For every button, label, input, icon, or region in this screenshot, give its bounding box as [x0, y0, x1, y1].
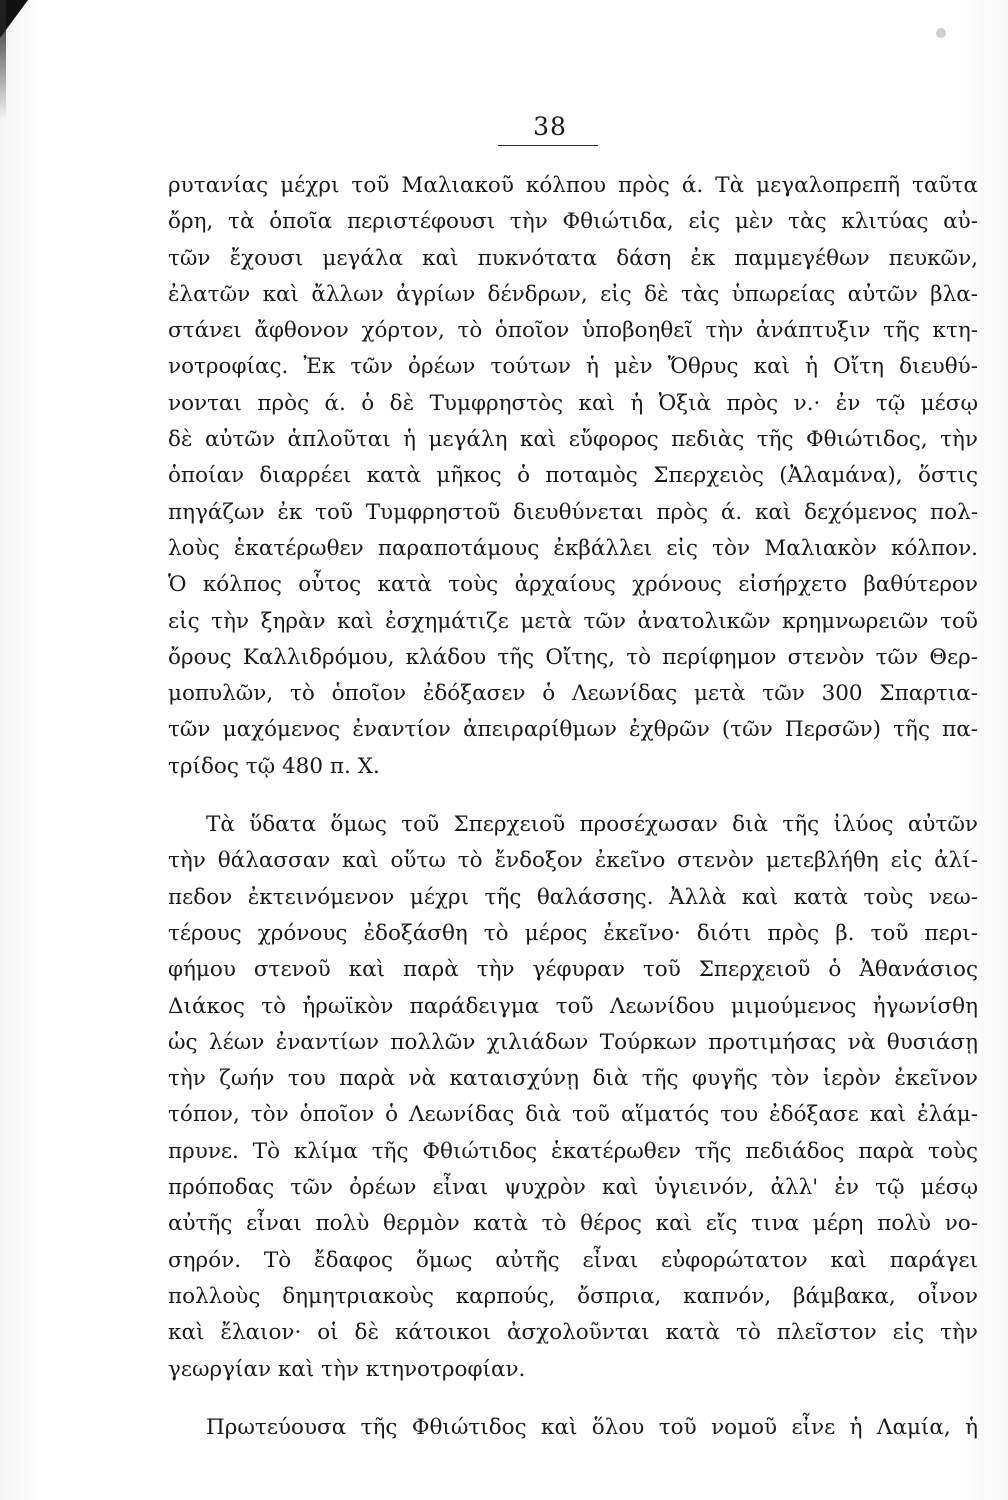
- text-line: ρυτανίας μέχρι τοῦ Μαλιακοῦ κόλπου πρὸς ά. Τὰ μεγαλοπρεπῆ ταῦτα: [168, 173, 978, 198]
- text-line: Ὁ κόλπος οὗτος κατὰ τοὺς ἀρχαίους χρόνους εἰσήρχετο βαθύτερον: [168, 572, 978, 598]
- text-line: πρόποδας τῶν ὀρέων εἶναι ψυχρὸν καὶ ὑγιεινόν, ἀλλ' ἐν τῷ μέσῳ: [168, 1175, 978, 1201]
- paragraph: [168, 807, 978, 1388]
- text-line: ἐλατῶν καὶ ἄλλων ἀγρίων δένδρων, εἰς δὲ τὰς ὑπωρείας αὐτῶν βλα-: [168, 281, 978, 307]
- text-line: δὲ αὐτῶν ἁπλοῦται ἡ μεγάλη καὶ εὔφορος πεδιὰς τῆς Φθιώτιδος, τὴν: [168, 427, 978, 453]
- text-line: νονται πρὸς ά. ὁ δὲ Τυμφρηστὸς καὶ ἡ Ὀξιὰ πρὸς ν.· ἐν τῷ μέσῳ: [168, 390, 978, 416]
- body-text: [168, 168, 978, 1446]
- paragraph-gap: [168, 1388, 978, 1410]
- text-line: γεωργίαν καὶ τὴν κτηνοτροφίαν.: [168, 1356, 526, 1382]
- scan-edge-shadow: [0, 0, 6, 120]
- text-line: πρυνε. Τὸ κλίμα τῆς Φθιώτιδος ἑκατέρωθεν τῆς πεδιάδος παρὰ τοὺς: [168, 1138, 978, 1164]
- text-line: αὐτῆς εἶναι πολὺ θερμὸν κατὰ τὸ θέρος καὶ εἴς τινα μέρη πολὺ νο-: [168, 1211, 978, 1237]
- text-line: τῶν ἔχουσι μεγάλα καὶ πυκνότατα δάση ἐκ παμμεγέθων πευκῶν,: [168, 245, 978, 271]
- text-line: μοπυλῶν, τὸ ὁποῖον ἐδόξασεν ὁ Λεωνίδας μετὰ τῶν 300 Σπαρτια-: [168, 681, 978, 707]
- text-line: ὁποίαν διαρρέει κατὰ μῆκος ὁ ποταμὸς Σπερχειὸς (Ἀλαμάνα), ὅστις: [168, 463, 978, 489]
- text-line: καὶ ἔλαιον· οἱ δὲ κάτοικοι ἀσχολοῦνται κατὰ τὸ πλεῖστον εἰς τὴν: [168, 1320, 978, 1346]
- text-line: λοὺς ἑκατέρωθεν παραποτάμους ἐκβάλλει εἰς τὸν Μαλιακὸν κόλπον.: [168, 535, 978, 561]
- paragraph: [168, 1410, 978, 1446]
- text-line: Διάκος τὸ ἡρωϊκὸν παράδειγμα τοῦ Λεωνίδου μιμούμενος ἠγωνίσθη: [168, 993, 978, 1019]
- text-line: πηγάζων ἐκ τοῦ Τυμφρηστοῦ διευθύνεται πρὸς ά. καὶ δεχόμενος πολ-: [168, 499, 978, 525]
- paragraph-gap: [168, 785, 978, 807]
- text-line: τρίδος τῷ 480 π. Χ.: [168, 753, 380, 779]
- text-line: ὄρη, τὰ ὁποῖα περιστέφουσι τὴν Φθιώτιδα, εἰς μὲν τὰς κλιτύας αὐ-: [168, 209, 978, 235]
- paper-speck: [936, 28, 946, 38]
- text-line: σηρόν. Τὸ ἔδαφος ὅμως αὐτῆς εἶναι εὐφορώτατον καὶ παράγει: [168, 1247, 978, 1273]
- text-line: τὴν ζωήν του παρὰ νὰ καταισχύνῃ διὰ τῆς φυγῆς τὸν ἱερὸν ἐκεῖνον: [168, 1066, 978, 1092]
- text-line: νοτροφίας. Ἐκ τῶν ὀρέων τούτων ἡ μὲν Ὄθρυς καὶ ἡ Οἴτη διευθύ-: [168, 354, 978, 380]
- text-line: Πρωτεύουσα τῆς Φθιώτιδος καὶ ὅλου τοῦ νομοῦ εἶνε ἡ Λαμία, ἡ: [206, 1414, 978, 1440]
- text-line: πεδον ἐκτεινόμενον μέχρι τῆς θαλάσσης. Ἀλλὰ καὶ κατὰ τοὺς νεω-: [168, 884, 978, 910]
- text-line: στάνει ἄφθονον χόρτον, τὸ ὁποῖον ὑποβοηθεῖ τὴν ἀνάπτυξιν τῆς κτη-: [168, 318, 978, 344]
- text-line: εἰς τὴν ξηρὰν καὶ ἐσχημάτιζε μετὰ τῶν ἀνατολικῶν κρημνωρειῶν τοῦ: [168, 608, 978, 634]
- text-line: τόπον, τὸν ὁποῖον ὁ Λεωνίδας διὰ τοῦ αἵματός του ἐδόξασε καὶ ἐλάμ-: [168, 1102, 978, 1128]
- page-number-rule: [498, 145, 598, 146]
- text-line: ὡς λέων ἐναντίων πολλῶν χιλιάδων Τούρκων προτιμήσας νὰ θυσιάσῃ: [168, 1029, 978, 1055]
- text-line: φήμου στενοῦ καὶ παρὰ τὴν γέφυραν τοῦ Σπερχειοῦ ὁ Ἀθανάσιος: [168, 957, 978, 983]
- text-line: ὄρους Καλλιδρόμου, κλάδου τῆς Οἴτης, τὸ περίφημον στενὸν τῶν Θερ-: [168, 644, 978, 670]
- text-line: πολλοὺς δημητριακοὺς καρπούς, ὄσπρια, καπνόν, βάμβακα, οἶνον: [168, 1283, 978, 1309]
- text-line: τέρους χρόνους ἐδοξάσθη τὸ μέρος ἐκεῖνο· διότι πρὸς β. τοῦ περι-: [168, 920, 978, 946]
- text-line: Τὰ ὕδατα ὅμως τοῦ Σπερχειοῦ προσέχωσαν διὰ τῆς ἰλύος αὐτῶν: [206, 812, 978, 838]
- text-line: τῶν μαχόμενος ἐναντίον ἀπειραρίθμων ἐχθρῶν (τῶν Περσῶν) τῆς πα-: [168, 717, 978, 743]
- text-line: τὴν θάλασσαν καὶ οὕτω τὸ ἔνδοξον ἐκεῖνο στενὸν μετεβλήθη εἰς ἀλί-: [168, 848, 978, 874]
- page-number: 38: [533, 112, 567, 141]
- paragraph: [168, 168, 978, 785]
